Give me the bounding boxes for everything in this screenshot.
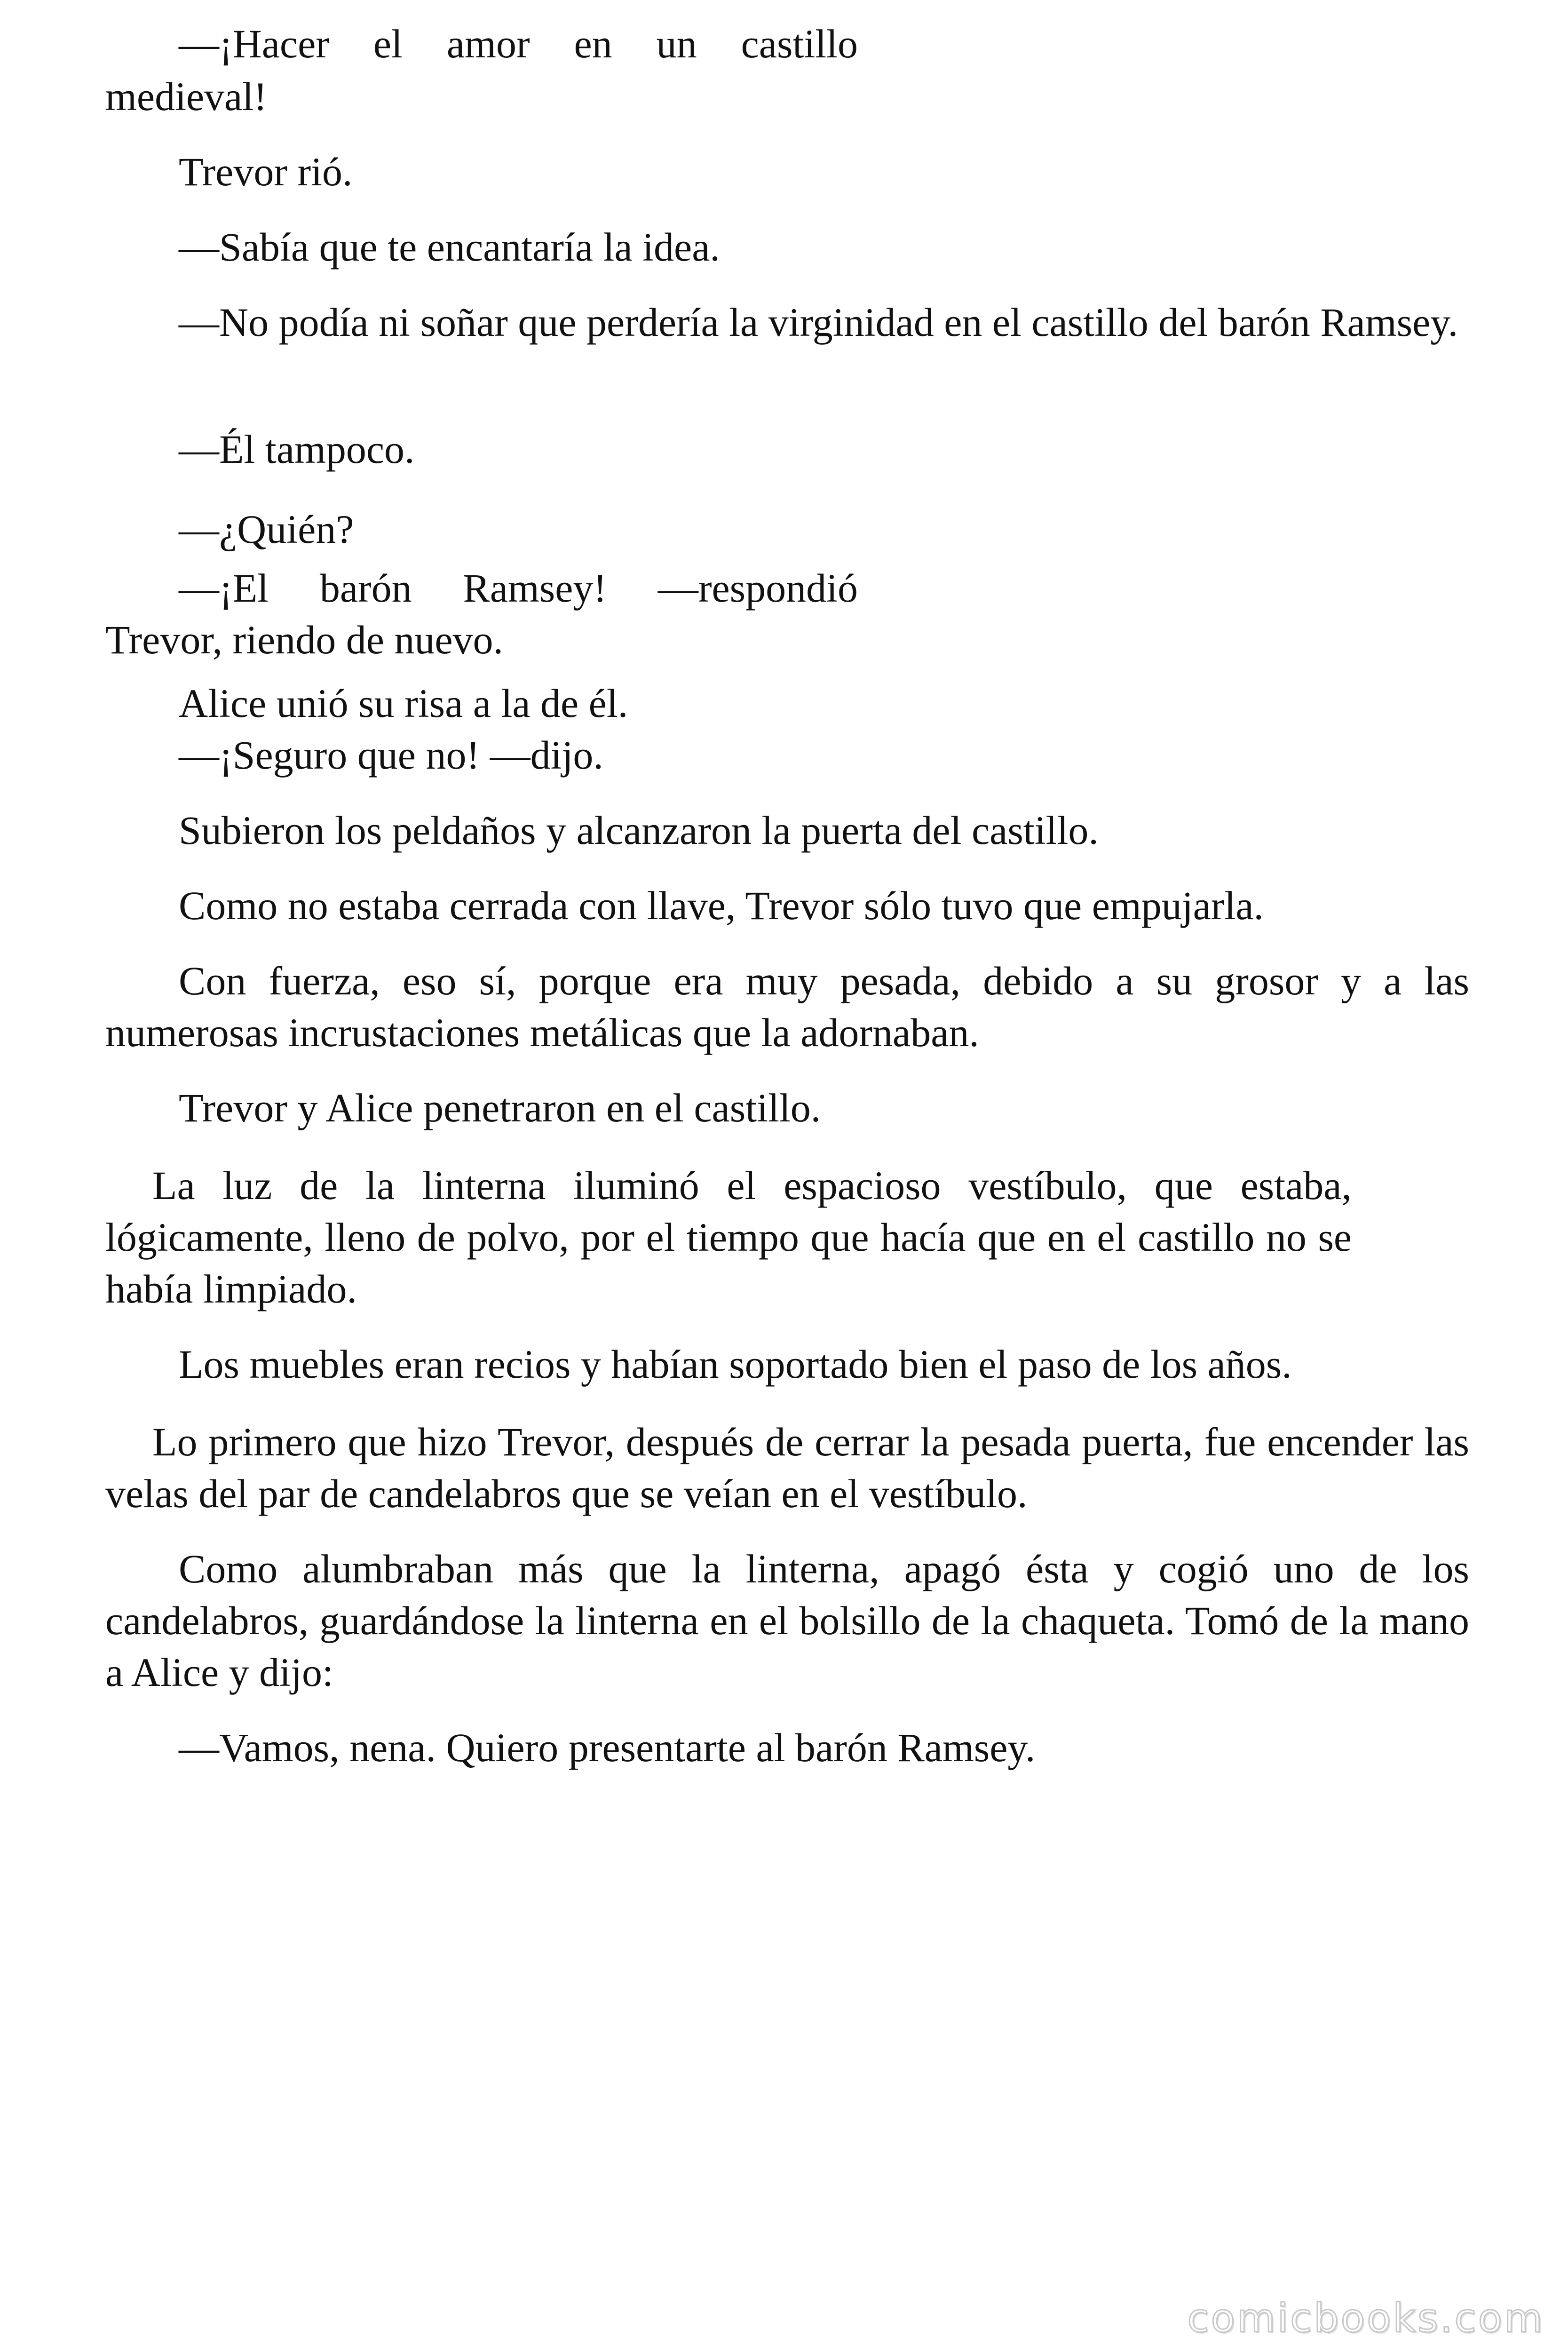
paragraph: Como no estaba cerrada con llave, Trevor sólo tuvo que empujarla. xyxy=(179,883,1264,928)
paragraph: Trevor y Alice penetraron en el castillo. xyxy=(179,1085,821,1130)
paragraph: La luz de la linterna iluminó el espacioso vestíbulo, que estaba, lógicamente, lleno de polvo, por el tiempo que hacía que en el castillo no se había limpiado. xyxy=(105,1163,1352,1311)
paragraph: —No podía ni soñar que perdería la virginidad en el castillo del barón Ramsey. xyxy=(179,300,1458,345)
paragraph: —Vamos, nena. Quiero presentarte al barón Ramsey. xyxy=(179,1725,1036,1770)
paragraph: Como alumbraban más que la linterna, apagó ésta y cogió uno de los candelabros, guardándose la linterna en el bolsillo de la chaqueta. Tomó de la mano a Alice y dijo: xyxy=(105,1546,1469,1695)
paragraph: Los muebles eran recios y habían soportado bien el paso de los años. xyxy=(179,1342,1292,1387)
watermark-logo: comicbooks.com xyxy=(1187,2295,1544,2341)
paragraph: —¡Hacer el amor en un castillo xyxy=(179,21,858,66)
paragraph: medieval! xyxy=(105,74,267,119)
paragraph: —¡El barón Ramsey! —respondió xyxy=(179,565,858,611)
paragraph: —¡Seguro que no! —dijo. xyxy=(179,732,603,778)
paragraph: —Él tampoco. xyxy=(179,427,415,472)
paragraph: Lo primero que hizo Trevor, después de cerrar la pesada puerta, fue encender las velas del par de candelabros que se veían en el vestíbulo. xyxy=(105,1419,1469,1516)
paragraph: Alice unió su risa a la de él. xyxy=(179,681,628,726)
paragraph: Subieron los peldaños y alcanzaron la puerta del castillo. xyxy=(179,808,1099,853)
paragraph: Con fuerza, eso sí, porque era muy pesada, debido a su grosor y a las numerosas incrustaciones metálicas que la adornaban. xyxy=(105,958,1469,1055)
paragraph: Trevor rió. xyxy=(179,149,353,194)
paragraph: Trevor, riendo de nuevo. xyxy=(105,617,504,662)
paragraph: —¿Quién? xyxy=(179,507,354,552)
paragraph: —Sabía que te encantaría la idea. xyxy=(179,224,720,270)
